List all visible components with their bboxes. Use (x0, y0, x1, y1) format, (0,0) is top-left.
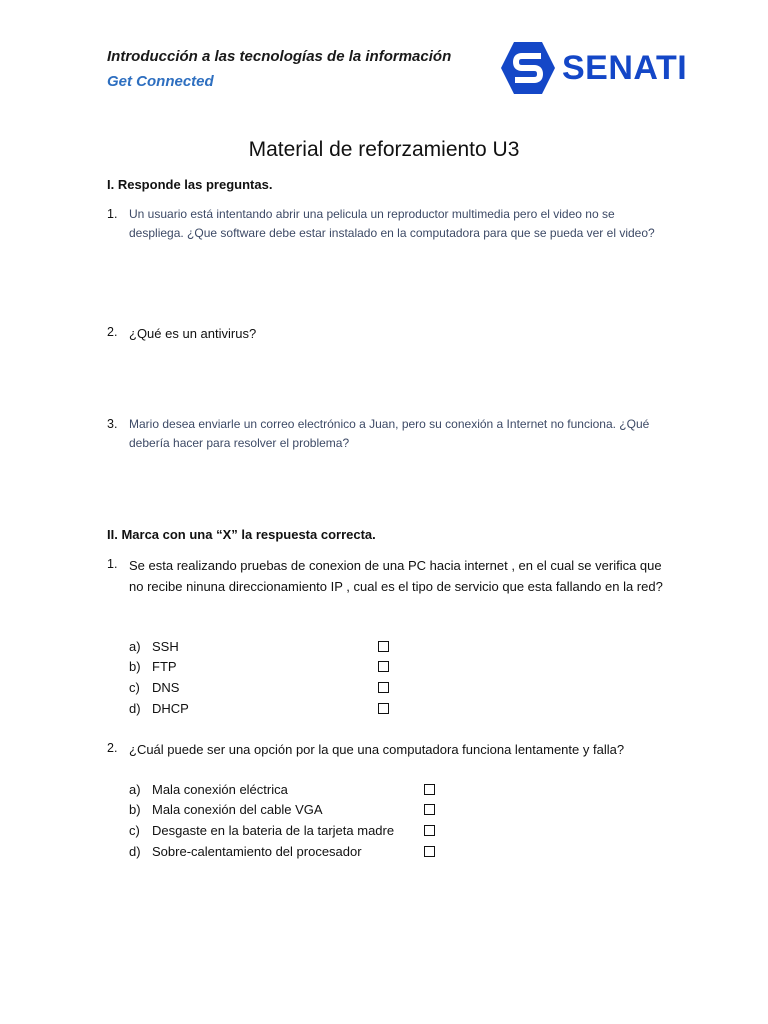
s2q1-option-d (129, 701, 189, 716)
s2q1-option-a (129, 639, 179, 654)
s2-question-2 (107, 739, 667, 760)
checkbox-s2q2-c[interactable] (424, 825, 435, 836)
senati-logo (500, 40, 690, 96)
option-text: DNS (152, 680, 180, 695)
logo-text: SENATI (562, 48, 688, 87)
question-text: ¿Qué es un antivirus? (129, 326, 257, 341)
option-letter: a) (129, 782, 141, 797)
option-text: Mala conexión del cable VGA (152, 802, 323, 817)
option-text: Mala conexión eléctrica (152, 782, 288, 797)
section-2-heading: II. Marca con una “X” la respuesta correcta. (107, 527, 376, 542)
checkbox-s2q2-d[interactable] (424, 846, 435, 857)
question-number: 2. (107, 325, 118, 339)
s2q2-option-c (129, 823, 394, 838)
s2q2-option-b (129, 802, 323, 817)
s1-question-2 (107, 323, 667, 344)
s2q1-option-c (129, 680, 179, 695)
option-letter: d) (129, 844, 141, 859)
s2q1-option-b (129, 659, 177, 674)
question-number: 1. (107, 557, 118, 571)
question-text: Un usuario está intentando abrir una pelicula un reproductor multimedia pero el video no se despliega. ¿Que software debe estar instalado en la computadora para que se pueda ver el video? (129, 207, 655, 240)
option-text: FTP (152, 659, 177, 674)
question-number: 2. (107, 741, 118, 755)
option-letter: a) (129, 639, 141, 654)
checkbox-s2q1-a[interactable] (378, 641, 389, 652)
checkbox-s2q1-c[interactable] (378, 682, 389, 693)
option-letter: b) (129, 659, 141, 674)
s2q2-option-d (129, 844, 362, 859)
question-text: Se esta realizando pruebas de conexion de una PC hacia internet , en el cual se verifica que no recibe ninuna direccionamiento IP , cual es el tipo de servicio que esta fallando en la red? (129, 558, 663, 594)
s2q2-option-a (129, 782, 288, 797)
option-text: Desgaste en la bateria de la tarjeta madre (152, 823, 395, 838)
senati-logo-icon (500, 40, 556, 96)
question-text: ¿Cuál puede ser una opción por la que una computadora funciona lentamente y falla? (129, 742, 625, 757)
checkbox-s2q2-a[interactable] (424, 784, 435, 795)
option-text: SSH (152, 639, 179, 654)
course-title: Introducción a las tecnologías de la información (107, 48, 452, 65)
page-title: Material de reforzamiento U3 (248, 138, 520, 161)
course-subtitle: Get Connected (107, 73, 214, 90)
question-number: 1. (107, 207, 118, 221)
s1-question-3 (107, 415, 667, 453)
question-text: Mario desea enviarle un correo electrónico a Juan, pero su conexión a Internet no funciona. ¿Qué debería hacer para resolver el problema? (129, 417, 650, 450)
option-letter: d) (129, 701, 141, 716)
option-letter: c) (129, 823, 140, 838)
checkbox-s2q2-b[interactable] (424, 804, 435, 815)
question-number: 3. (107, 417, 118, 431)
option-letter: b) (129, 802, 141, 817)
option-text: Sobre-calentamiento del procesador (152, 844, 362, 859)
option-letter: c) (129, 680, 140, 695)
section-1-heading: I. Responde las preguntas. (107, 177, 273, 192)
s2-question-1 (107, 555, 667, 597)
s1-question-1 (107, 205, 667, 243)
checkbox-s2q1-d[interactable] (378, 703, 389, 714)
checkbox-s2q1-b[interactable] (378, 661, 389, 672)
option-text: DHCP (152, 701, 189, 716)
